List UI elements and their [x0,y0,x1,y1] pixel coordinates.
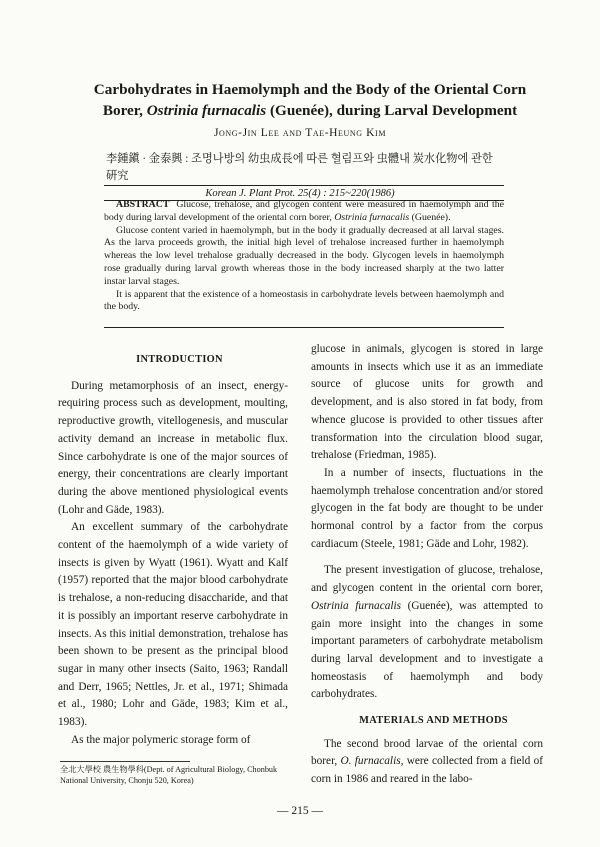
abstract-label: ABSTRACT [116,199,170,210]
right-column [311,341,543,789]
authors: Jong-Jin Lee and Tae-Heung Kim [213,127,387,139]
title-line-1: Carbohydrates in Haemolymph and the Body of the Oriental Corn [93,81,527,98]
abstract [104,199,504,314]
affiliation-footnote: 全北大學校 農生物學科(Dept. of Agricultural Biology, Chonbuk National University, Chonju 520, Korea) [60,765,278,785]
intro-paragraph-3: As the major polymeric storage form of [71,733,251,746]
journal-rule-top [104,185,504,186]
abstract-paragraph-3: It is apparent that the existence of a homeostasis in carbohydrate levels between haemolymph and the body. [104,288,504,313]
right-paragraph-4: The second brood larvae of the oriental corn borer, O. furnacalis, were collected from a field of corn in 1986 and reared in the labo- [311,737,544,786]
species-name: Ostrinia furnacalis [146,102,267,119]
footnote-rule [60,761,190,762]
journal-citation: Korean J. Plant Prot. 25(4) : 215~220(1986) [205,188,395,199]
right-paragraph-1: glucose in animals, glycogen is stored in large amounts in insects which use it as an immediate source of glucose units for growth and development, and is also stored in fat body, from whence glucose is provided to other tissues after transformation into the circulation blood sugar, trehalose (Friedman, 1985). [311,343,543,462]
paragraph-gap [311,553,543,562]
intro-paragraph-1: During metamorphosis of an insect, energy-requiring process such as development, moulting, reproductive growth, vitellogenesis, and muscular activity demand an increase in metabolic flux. Since carbohydrate is one of the major sources of energy, their concentrations are clearly important during the above mentioned physiological events (Lohr and Gäde, 1983). [58,379,288,516]
intro-paragraph-2: An excellent summary of the carbohydrate content of the haemolymph of a wide variety of insects is given by Wyatt (1961). Wyatt and Kalf (1957) reported that the major blood carbohydrate is trehalose, a non-reducing disaccharide, and that it is possibly an important reserve carbohydrate in insects. As this initial demonstration, trehalose has been shown to be present as the principal blood sugar in many other insects (Saito, 1963; Randall and Derr, 1965; Nettles, Jr. et al., 1971; Shimada et al., 1980; Lohr and Gäde, 1983; Kim et al., 1983). [58,521,288,729]
abstract-paragraph-2: Glucose content varied in haemolymph, but in the body it gradually decreased at all larval stages. As the larva proceeds growth, the initial high level of trehalose increased further in haemolymph whereas the low level trehalose gradually decreased in the body. Glycogen levels in haemolymph rose gradually during larval growth whereas those in the body increased sharply at the two latter instar larval stages. [104,224,504,287]
left-column [58,340,288,749]
paper-title [60,79,560,121]
page-number: — 215 — [277,805,323,817]
materials-methods-heading: MATERIALS AND METHODS [359,715,508,727]
right-paragraph-3: The present investigation of glucose, trehalose, and glycogen content in the oriental corn borer, Ostrinia furnacalis (Guenée), was attempted to gain more insight into the changes in some important parameters of carbohydrate metabolism during larval development and to investigate a homeostasis of haemolymph and body carbohydrates. [311,564,543,701]
abstract-paragraph-1: ABSTRACT Glucose, trehalose, and glycogen content were measured in haemolymph and the body during larval development of the oriental corn borer, Ostrinia furnacalis (Guenée). [104,199,505,223]
korean-title: 李鍾鎭 · 金泰興 : 조명나방의 幼虫成長에 따른 혈림프와 虫體내 炭水化物에 관한 硏究 [106,153,493,182]
introduction-heading: INTRODUCTION [136,354,223,365]
abstract-rule [104,327,504,328]
title-line-2: Borer, Ostrinia furnacalis (Guenée), during Larval Development [102,102,518,119]
right-paragraph-2: In a number of insects, fluctuations in the haemolymph trehalose concentration and/or stored glycogen in the fat body are thought to be under hormonal control by a factor from the corpus cardiacum (Steele, 1981; Gäde and Lohr, 1982). [311,466,543,550]
